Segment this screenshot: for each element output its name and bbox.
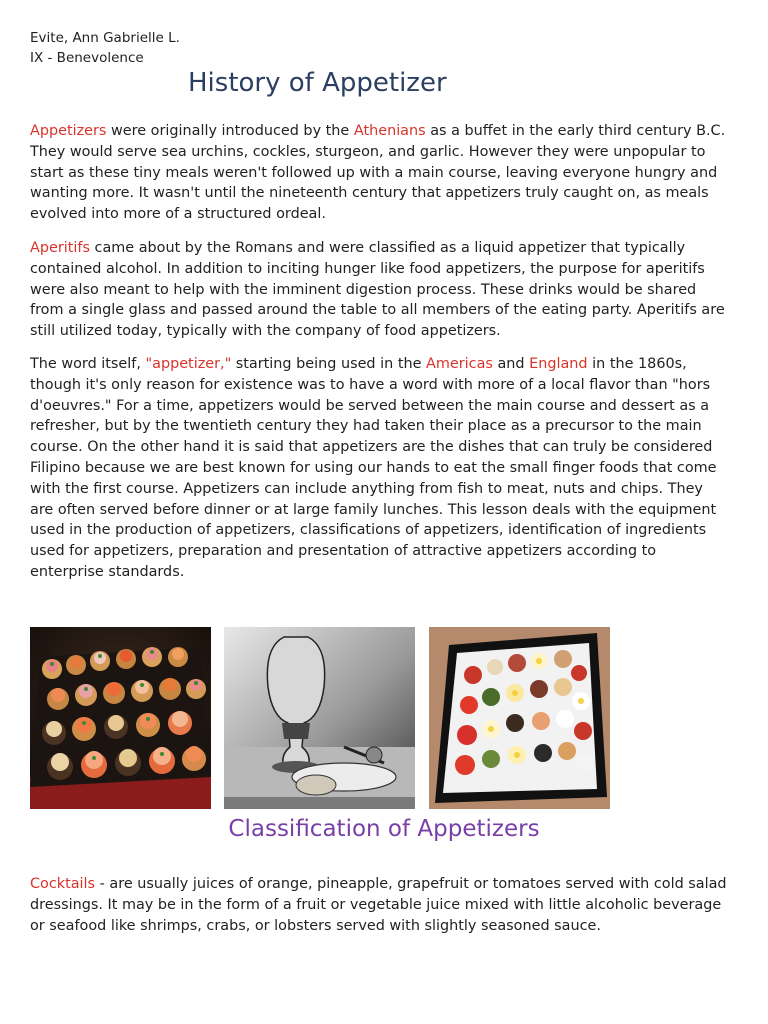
paragraph-text: as a buffet in the early third century B.C. They would serve sea urchins, cockles, sturgeon, and garlic. However they were unpopular to start as these tiny meals weren't followed up with a main course, leaving everyone hungry and wanting more. It wasn't until the nineteenth century that appetizers truly caught on, as meals evolved into more of a structured ordeal. xyxy=(30,123,726,223)
platter-photo xyxy=(429,627,610,809)
paragraph-text: came about by the Romans and were classified as a liquid appetizer that typically contained alcohol. In addition to inciting hunger like food appetizers, the purpose for aperitifs were also meant to help with the imminent digestion process. These drinks would be shared from a single glass and passed around the table to all members of the eating party. Aperitifs are still utilized today, typically with the company of food appetizers. xyxy=(30,240,725,340)
paragraph-text: were originally introduced by the xyxy=(106,123,354,139)
still-life-photo xyxy=(224,627,415,809)
highlight-england: England xyxy=(529,356,588,372)
author-section: IX - Benevolence xyxy=(30,50,144,66)
highlight-americas: Americas xyxy=(426,356,493,372)
paragraph-text: and xyxy=(492,356,530,372)
highlight-cocktails: Cocktails xyxy=(30,876,96,892)
page-title: History of Appetizer xyxy=(188,68,447,98)
paragraph-aperitifs xyxy=(30,238,730,342)
highlight-athenians: Athenians xyxy=(353,123,426,139)
highlight-aperitifs: Aperitifs xyxy=(30,240,90,256)
paragraph-word-origin xyxy=(30,354,730,583)
paragraph-text: in the 1860s, though it's only reason for existence was to have a word with more of a local flavor than "hors d'oeuvres." For a time, appetizers would be served between the main course and dessert as a refresher, but by the twentieth century they had taken their place as a precursor to the main course. On the other hand it is said that appetizers are the dishes that can truly be considered Filipino because we are best known for using our hands to eat the small finger foods that come with the first course. Appetizers can include anything from fish to meat, nuts and chips. They are often served before dinner or at large family lunches. This lesson deals with the equipment used in the production of appetizers, classifications of appetizers, identification of ingredients used for appetizers, preparation and presentation of attractive appetizers according to enterprise standards. xyxy=(30,356,717,580)
image-row xyxy=(30,627,610,809)
highlight-appetizers: Appetizers xyxy=(30,123,107,139)
paragraph-history xyxy=(30,121,730,225)
paragraph-text: - are usually juices of orange, pineapple, grapefruit or tomatoes served with cold salad dressings. It may be in the form of a fruit or vegetable juice mixed with little alcoholic beverage or seafood like shrimps, crabs, or lobsters served with slightly seasoned sauce. xyxy=(30,876,727,934)
section-subtitle: Classification of Appetizers xyxy=(228,816,540,842)
author-block xyxy=(30,28,180,68)
paragraph-cocktails xyxy=(30,874,730,936)
paragraph-text: starting being used in the xyxy=(231,356,427,372)
canapes-photo xyxy=(30,627,211,809)
paragraph-text: The word itself, xyxy=(30,356,146,372)
author-name: Evite, Ann Gabrielle L. xyxy=(30,30,180,46)
highlight-appetizer-word: "appetizer," xyxy=(145,356,232,372)
